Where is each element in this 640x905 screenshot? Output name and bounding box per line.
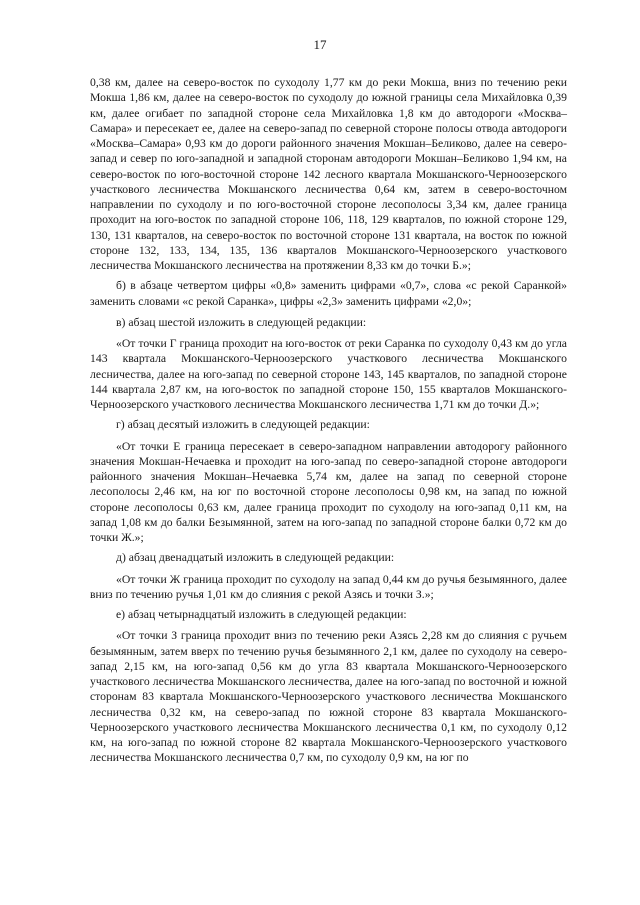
quoted-paragraph-point-e: «От точки Е граница пересекает в северо-западном направлении автодорогу районного значения Мокшан-Нечаевка и проходит на юго-запад по северо-западной стороне автодороги районного значения Мокшан–Нечаевка 5,74 км, далее на запад по северной стороне лесополосы 2,46 км, на юг по восточной стороне лесополосы 0,98 км, на запад по южной стороне лесополосы 0,63 км, далее граница проходит по суходолу на юго-запад 0,11 км, на запад 1,08 км до балки Безымянной, затем на юго-запад по западной стороне балки 0,72 км до точки Ж.»; xyxy=(90,439,567,544)
paragraph-continuation: 0,38 км, далее на северо-восток по суходолу 1,77 км до реки Мокша, вниз по течению реки Мокша 1,86 км, далее на северо-восток по суходолу до южной границы села Михайловка 0,39 км, далее огибает по западной стороне села Михайловка 1,8 км до автодороги «Москва–Самара» и пересекает ее, далее на северо-запад по северной стороне полосы отвода автодороги «Москва–Самара» 0,93 км до дороги районного значения Мокшан–Беликово, далее на северо-запад и север по юго-западной и западной сторонам автодороги Мокшан–Беликово 1,94 км, на северо-восток по юго-восточной стороне 142 лесного квартала Мокшанского-Черноозерского участкового лесничества Мокшанского лесничества 0,64 км, затем в северо-восточном направлении по суходолу и по юго-восточной стороне лесополосы 3,34 км, далее граница проходит на юго-восток по западной стороне 106, 118, 129 кварталов, по южной стороне 129, 130, 131 кварталов, на северо-восток по восточной стороне 131 квартала, на восток по южной стороне 132, 133, 134, 135, 136 кварталов Мокшанского-Черноозерского участкового лесничества Мокшанского лесничества на протяжении 8,33 км до точки Б.»; xyxy=(90,76,567,272)
quoted-paragraph-point-z: «От точки З граница проходит вниз по течению реки Азясь 2,28 км до слияния с ручьем безымянным, затем вверх по течению ручья безымянного 2,1 км, далее по суходолу на северо-запад 2,15 км, на юго-запад 0,56 км до угла 83 квартала Мокшанского-Черноозерского участкового лесничества Мокшанского лесничества, далее на юго-запад по восточной и южной сторонам 83 квартала Мокшанского-Черноозерского участкового лесничества Мокшанского лесничества 0,32 км, на северо-запад по южной стороне 83 квартала Мокшанского-Черноозерского участкового лесничества Мокшанского лесничества 0,1 км, по суходолу 0,12 км, на юго-запад по южной стороне 82 квартала Мокшанского-Черноозерского участкового лесничества Мокшанского лесничества 0,7 км, по суходолу 0,9 км, на юг по xyxy=(90,629,567,765)
amendment-instruction-b: б) в абзаце четвертом цифры «0,8» заменить цифрами «0,7», слова «с рекой Саранкой» заменить словами «с рекой Саранка», цифры «2,3» заменить цифрами «2,0»; xyxy=(90,279,567,308)
quoted-paragraph-point-g: «От точки Г граница проходит на юго-восток от реки Саранка по суходолу 0,43 км до угла 143 квартала Мокшанского-Черноозерского участкового лесничества Мокшанского лесничества, далее на юго-запад по северной стороне 143, 145 кварталов, по западной стороне 144 квартала 2,87 км, на юго-восток по западной стороне 150, 155 кварталов Мокшанского-Черноозерского участкового лесничества Мокшанского лесничества 1,71 км до точки Д.»; xyxy=(90,337,567,411)
document-body xyxy=(90,75,567,771)
amendment-instruction-d: д) абзац двенадцатый изложить в следующей редакции: xyxy=(116,551,395,565)
amendment-instruction-v: в) абзац шестой изложить в следующей редакции: xyxy=(116,315,367,329)
amendment-instruction-g: г) абзац десятый изложить в следующей редакции: xyxy=(116,418,370,432)
quoted-paragraph-point-zh: «От точки Ж граница проходит по суходолу на запад 0,44 км до ручья безымянного, далее вниз по течению ручья 1,01 км до слияния с рекой Азясь и точки З.»; xyxy=(90,572,567,601)
amendment-instruction-e: е) абзац четырнадцатый изложить в следующей редакции: xyxy=(116,608,407,621)
page-number: 17 xyxy=(313,37,327,52)
